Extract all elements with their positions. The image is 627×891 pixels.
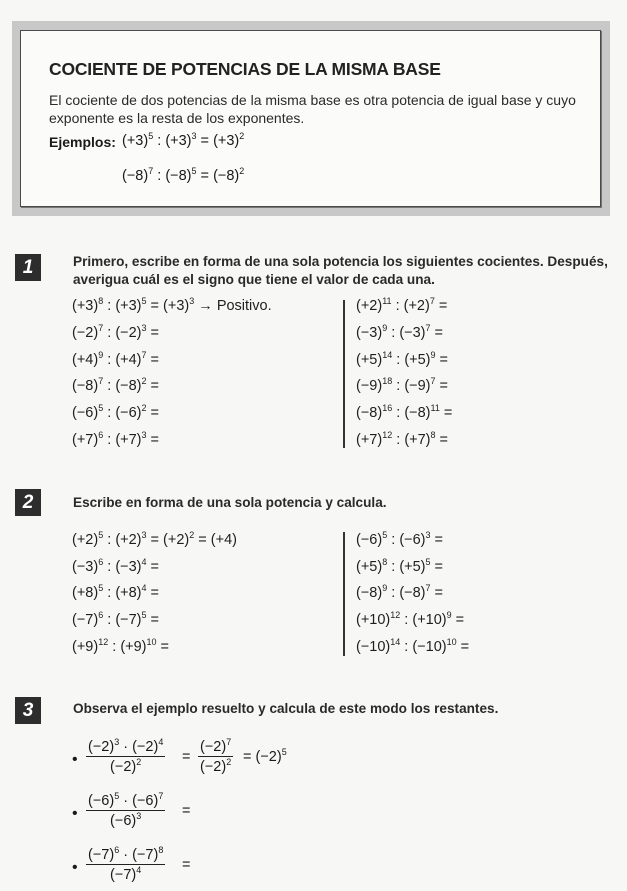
exponent: 12 [390, 610, 401, 621]
exponent: 7 [141, 349, 147, 360]
theory-title: COCIENTE DE POTENCIAS DE LA MISMA BASE [49, 59, 441, 79]
denominator: $(-7)^4$ [86, 864, 165, 883]
exponent: 7 [430, 376, 436, 387]
equals-sign: = [182, 749, 191, 765]
exponent: 5 [98, 583, 104, 594]
equals-sign: = [182, 803, 191, 819]
exponent: 5 [425, 556, 431, 567]
exponent: 2 [136, 757, 142, 767]
numerator: $(-2)^3 \cdot (-2)^4$ [88, 737, 164, 755]
exponent: 2 [189, 530, 195, 540]
exponent: 11 [382, 296, 392, 306]
expression-right: $(+5)^8$ : $(+5)^5$ = [356, 556, 444, 575]
exponent: 4 [141, 556, 147, 567]
denominator: $(-6)^3$ [86, 810, 165, 829]
expression-left: $(-3)^6$ : $(-3)^4$ = [72, 556, 160, 575]
denominator: $(-2)^2$ [200, 757, 232, 775]
exercise-2-instruction: Escribe en forma de una sola potencia y calcula. [73, 495, 387, 510]
numerator: $(-6)^5 \cdot (-6)^7$ [88, 791, 164, 809]
exponent: 5 [141, 296, 147, 306]
exponent: 3 [141, 430, 147, 440]
exponent: 12 [98, 636, 109, 647]
exponent: 12 [382, 430, 393, 440]
exercise-1-badge: 1 [15, 254, 41, 281]
exponent: 4 [158, 737, 164, 747]
expression-right: $(-3)^9$ : $(-3)^7$ = [356, 322, 444, 341]
exponent: 3 [189, 296, 195, 306]
exponent: 8 [430, 430, 436, 440]
exponent: 14 [382, 349, 393, 360]
exponent: 3 [141, 322, 147, 333]
expression-left: $(+4)^9$ : $(+4)^7$ = [72, 349, 160, 368]
expression-right: $(-8)^{16}$ : $(-8)^{11}$ = [356, 403, 453, 422]
expression-left: $(+9)^{12}$ : $(+9)^{10}$ = [72, 636, 170, 655]
fraction [86, 739, 165, 775]
exponent: 4 [141, 583, 147, 594]
exponent: 2 [226, 757, 232, 767]
theory-box-inner [20, 30, 601, 207]
fraction [86, 793, 165, 829]
exponent: 7 [425, 322, 431, 333]
expression-left: $(+7)^6$ : $(+7)^3$ = [72, 430, 160, 448]
expression-left: $(+2)^5$ : $(+2)^3 = (+2)^2 = (+4)$ [72, 530, 237, 548]
exponent: 6 [98, 556, 104, 567]
example-1: $(+3)^5$ : $(+3)^3 = (+3)^2$ [122, 131, 245, 149]
exponent: 9 [382, 322, 388, 333]
exponent: 5 [281, 747, 287, 757]
denominator: $(-2)^2$ [86, 756, 165, 775]
expression-right: $(-8)^9$ : $(-8)^7$ = [356, 583, 444, 602]
equals-sign: = [182, 857, 191, 873]
examples-label: Ejemplos: [49, 134, 116, 150]
exponent: 2 [141, 403, 147, 414]
exponent: 9 [430, 349, 436, 360]
exponent: 6 [98, 430, 104, 440]
exercise-3-badge: 3 [15, 697, 41, 724]
exponent: 18 [382, 376, 393, 387]
theory-text: El cociente de dos potencias de la misma base es otra potencia de igual base y cuyo exponente es la resta de los exponentes. [49, 92, 576, 126]
exponent: 7 [425, 583, 431, 594]
expression-left: $(-6)^5$ : $(-6)^2$ = [72, 403, 160, 422]
exponent: 8 [158, 845, 164, 855]
exponent: 11 [430, 403, 440, 414]
exponent: 9 [98, 349, 104, 360]
exponent: 14 [390, 636, 401, 647]
column-divider [343, 532, 345, 656]
exponent: 5 [114, 791, 120, 801]
example-2: $(-8)^7$ : $(-8)^5 = (-8)^2$ [122, 166, 245, 184]
expression-right: $(+5)^{14}$ : $(+5)^9$ = [356, 349, 449, 368]
bullet: • [72, 805, 78, 822]
expression-left: $(+8)^5$ : $(+8)^4$ = [72, 583, 160, 602]
exponent: 7 [98, 376, 104, 387]
exponent: 3 [141, 530, 147, 540]
exponent: 8 [98, 296, 104, 306]
fraction-simplified [198, 739, 233, 775]
exponent: 3 [425, 530, 431, 540]
expression-left: $(-2)^7$ : $(-2)^3$ = [72, 322, 160, 341]
exercise-2-badge: 2 [15, 489, 41, 516]
expression-left: $(-7)^6$ : $(-7)^5$ = [72, 610, 160, 629]
exercise-3-instruction: Observa el ejemplo resuelto y calcula de este modo los restantes. [73, 701, 499, 716]
exponent: 7 [98, 322, 104, 333]
expression-left: $(+3)^8$ : $(+3)^5 = (+3)^3$ → Positivo. [72, 296, 272, 314]
fraction [86, 847, 165, 883]
expression-right: $(+10)^{12}$ : $(+10)^9$ = [356, 610, 465, 629]
exponent: 9 [446, 610, 452, 621]
exponent: 3 [114, 737, 120, 747]
exponent: 4 [136, 865, 142, 875]
numerator: $(-2)^7$ [200, 737, 232, 755]
exponent: 5 [98, 403, 104, 414]
exercise-1-instruction: Primero, escribe en forma de una sola potencia los siguientes cocientes. Después, averigua cuál es el signo que tiene el valor de cada una. [73, 254, 608, 287]
expression-right: $(+2)^{11}$ : $(+2)^7$ = [356, 296, 448, 314]
bullet: • [72, 751, 78, 768]
expression-left: $(-8)^7$ : $(-8)^2$ = [72, 376, 160, 395]
exponent: 7 [429, 296, 435, 306]
exponent: 3 [136, 811, 142, 821]
expression-right: $(-9)^{18}$ : $(-9)^7$ = [356, 376, 449, 395]
exponent: 8 [382, 556, 388, 567]
exponent: 2 [141, 376, 147, 387]
exponent: 10 [446, 636, 457, 647]
exponent: 10 [146, 636, 157, 647]
expression-right: $(-10)^{14}$ : $(-10)^{10}$ = [356, 636, 470, 655]
theory-box [12, 21, 610, 216]
expression-right: $(-6)^5$ : $(-6)^3$ = [356, 530, 444, 548]
expression-right: $(+7)^{12}$ : $(+7)^8$ = [356, 430, 449, 448]
numerator: $(-7)^6 \cdot (-7)^8$ [88, 845, 164, 863]
exponent: 5 [141, 610, 147, 621]
exponent: 6 [98, 610, 104, 621]
exponent: 5 [382, 530, 388, 540]
result: = $(-2)^5$ [243, 747, 287, 765]
exponent: 5 [98, 530, 104, 540]
exponent: 9 [382, 583, 388, 594]
exponent: 16 [382, 403, 393, 414]
bullet: • [72, 859, 78, 876]
exponent: 7 [158, 791, 164, 801]
exponent: 6 [114, 845, 120, 855]
exponent: 7 [226, 737, 232, 747]
column-divider [343, 300, 345, 448]
